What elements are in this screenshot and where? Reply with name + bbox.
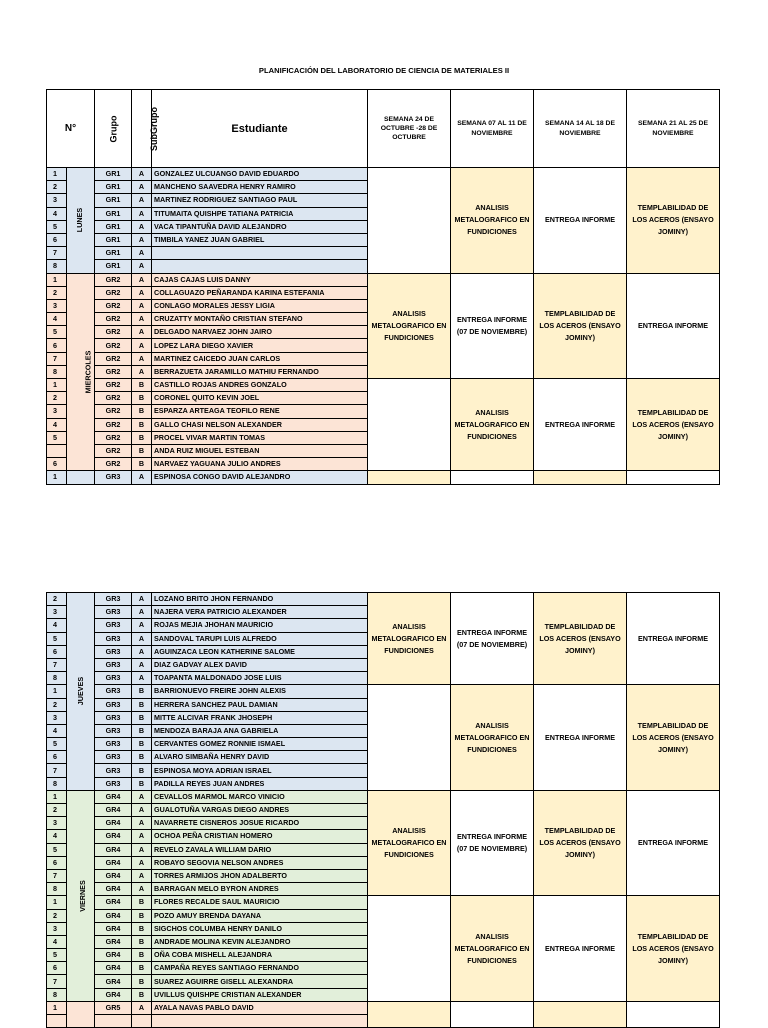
- subgroup-cell: A: [132, 181, 152, 194]
- week-activity-cell: TEMPLABILIDAD DE LOS ACEROS (ENSAYO JOMINY): [627, 168, 720, 274]
- week-activity-cell: ANALISIS METALOGRAFICO EN FUNDICIONES: [451, 685, 534, 791]
- student-name: [152, 247, 368, 260]
- student-name: PADILLA REYES JUAN ANDRES: [152, 777, 368, 790]
- subgroup-cell: A: [132, 658, 152, 671]
- subgroup-cell: B: [132, 909, 152, 922]
- subgroup-cell: A: [132, 632, 152, 645]
- row-number: 6: [47, 962, 67, 975]
- student-name: VACA TIPANTUÑA DAVID ALEJANDRO: [152, 220, 368, 233]
- row-number: 7: [47, 975, 67, 988]
- row-number: 1: [47, 1001, 67, 1014]
- week-activity-cell: TEMPLABILIDAD DE LOS ACEROS (ENSAYO JOMINY): [534, 593, 627, 685]
- row-number: 6: [47, 339, 67, 352]
- group-cell: GR2: [95, 339, 132, 352]
- row-number: 2: [47, 909, 67, 922]
- group-cell: GR4: [95, 817, 132, 830]
- student-name: BERRAZUETA JARAMILLO MATHIU FERNANDO: [152, 365, 368, 378]
- week-activity-cell: [368, 1001, 451, 1027]
- group-cell: GR2: [95, 431, 132, 444]
- group-cell: GR3: [95, 672, 132, 685]
- student-name: CRUZATTY MONTAÑO CRISTIAN STEFANO: [152, 313, 368, 326]
- group-cell: GR3: [95, 777, 132, 790]
- week-activity-cell: TEMPLABILIDAD DE LOS ACEROS (ENSAYO JOMINY): [534, 273, 627, 379]
- student-name: HERRERA SANCHEZ PAUL DAMIAN: [152, 698, 368, 711]
- row-number: 8: [47, 672, 67, 685]
- group-cell: GR3: [95, 724, 132, 737]
- group-cell: GR4: [95, 804, 132, 817]
- group-cell: GR4: [95, 830, 132, 843]
- subgroup-cell: B: [132, 935, 152, 948]
- student-name: AYALA NAVAS PABLO DAVID: [152, 1001, 368, 1014]
- day-label: MIERCOLES: [67, 273, 95, 471]
- subgroup-cell: A: [132, 856, 152, 869]
- row-number: 1: [47, 685, 67, 698]
- week-activity-cell: TEMPLABILIDAD DE LOS ACEROS (ENSAYO JOMINY): [627, 896, 720, 1002]
- subgroup-cell: B: [132, 962, 152, 975]
- group-cell: GR1: [95, 194, 132, 207]
- subgroup-cell: A: [132, 339, 152, 352]
- subgroup-cell: A: [132, 843, 152, 856]
- student-name: CONLAGO MORALES JESSY LIGIA: [152, 299, 368, 312]
- row-number: 6: [47, 856, 67, 869]
- student-name: CEVALLOS MARMOL MARCO VINICIO: [152, 790, 368, 803]
- group-cell: GR4: [95, 975, 132, 988]
- row-number: 4: [47, 830, 67, 843]
- group-cell: GR2: [95, 418, 132, 431]
- group-cell: GR4: [95, 962, 132, 975]
- student-name: MITTE ALCIVAR FRANK JHOSEPH: [152, 711, 368, 724]
- student-name: ROBAYO SEGOVIA NELSON ANDRES: [152, 856, 368, 869]
- row-number: 4: [47, 313, 67, 326]
- subgroup-cell: A: [132, 168, 152, 181]
- header-week-1: SEMANA 24 DE OCTUBRE -28 DE OCTUBRE: [368, 90, 451, 168]
- row-number: 4: [47, 724, 67, 737]
- subgroup-cell: A: [132, 194, 152, 207]
- subgroup-cell: B: [132, 949, 152, 962]
- row-number: [47, 1015, 67, 1028]
- row-number: 2: [47, 804, 67, 817]
- document-title: PLANIFICACIÓN DEL LABORATORIO DE CIENCIA DE MATERIALES II: [258, 66, 510, 75]
- week-activity-cell: [368, 471, 451, 484]
- table-row: [47, 896, 720, 909]
- student-name: TITUMAITA QUISHPE TATIANA PATRICIA: [152, 207, 368, 220]
- subgroup-cell: A: [132, 593, 152, 606]
- table-row: [47, 273, 720, 286]
- subgroup-cell: A: [132, 207, 152, 220]
- row-number: 6: [47, 751, 67, 764]
- student-name: TIMBILA YANEZ JUAN GABRIEL: [152, 233, 368, 246]
- student-name: MANCHENO SAAVEDRA HENRY RAMIRO: [152, 181, 368, 194]
- subgroup-cell: B: [132, 751, 152, 764]
- row-number: 8: [47, 883, 67, 896]
- subgroup-cell: B: [132, 988, 152, 1001]
- day-label: LUNES: [67, 168, 95, 274]
- subgroup-cell: B: [132, 392, 152, 405]
- row-number: [47, 444, 67, 457]
- group-cell: GR1: [95, 220, 132, 233]
- student-name: COLLAGUAZO PEÑARANDA KARINA ESTEFANIA: [152, 286, 368, 299]
- student-name: ESPINOSA MOYA ADRIAN ISRAEL: [152, 764, 368, 777]
- group-cell: GR3: [95, 606, 132, 619]
- row-number: 8: [47, 260, 67, 273]
- week-activity-cell: [368, 379, 451, 471]
- row-number: 3: [47, 299, 67, 312]
- subgroup-cell: A: [132, 869, 152, 882]
- student-name: POZO AMUY BRENDA DAYANA: [152, 909, 368, 922]
- week-activity-cell: [627, 471, 720, 484]
- subgroup-cell: B: [132, 777, 152, 790]
- subgroup-cell: A: [132, 313, 152, 326]
- row-number: 5: [47, 843, 67, 856]
- group-cell: GR1: [95, 233, 132, 246]
- row-number: 4: [47, 935, 67, 948]
- group-cell: GR2: [95, 273, 132, 286]
- table-row: [47, 379, 720, 392]
- student-name: NARVAEZ YAGUANA JULIO ANDRES: [152, 458, 368, 471]
- subgroup-cell: A: [132, 619, 152, 632]
- group-cell: GR2: [95, 458, 132, 471]
- student-name: TORRES ARMIJOS JHON ADALBERTO: [152, 869, 368, 882]
- row-number: 2: [47, 392, 67, 405]
- group-cell: GR1: [95, 181, 132, 194]
- table-row: [47, 1001, 720, 1014]
- student-name: NAJERA VERA PATRICIO ALEXANDER: [152, 606, 368, 619]
- week-activity-cell: ANALISIS METALOGRAFICO EN FUNDICIONES: [368, 273, 451, 379]
- row-number: 1: [47, 273, 67, 286]
- row-number: 5: [47, 326, 67, 339]
- row-number: 2: [47, 593, 67, 606]
- row-number: 1: [47, 896, 67, 909]
- student-name: OÑA COBA MISHELL ALEJANDRA: [152, 949, 368, 962]
- row-number: 6: [47, 233, 67, 246]
- group-cell: GR4: [95, 790, 132, 803]
- row-number: 6: [47, 645, 67, 658]
- subgroup-cell: A: [132, 1001, 152, 1014]
- student-name: LOZANO BRITO JHON FERNANDO: [152, 593, 368, 606]
- student-name: [152, 260, 368, 273]
- week-activity-cell: ANALISIS METALOGRAFICO EN FUNDICIONES: [451, 379, 534, 471]
- student-name: FLORES RECALDE SAUL MAURICIO: [152, 896, 368, 909]
- student-name: CERVANTES GOMEZ RONNIE ISMAEL: [152, 738, 368, 751]
- student-name: CAJAS CAJAS LUIS DANNY: [152, 273, 368, 286]
- week-activity-cell: [451, 471, 534, 484]
- subgroup-cell: B: [132, 444, 152, 457]
- table-row: [47, 790, 720, 803]
- row-number: 8: [47, 988, 67, 1001]
- week-activity-cell: ENTREGA INFORME: [534, 685, 627, 791]
- student-name: CASTILLO ROJAS ANDRES GONZALO: [152, 379, 368, 392]
- row-number: 3: [47, 711, 67, 724]
- subgroup-cell: B: [132, 764, 152, 777]
- group-cell: GR4: [95, 883, 132, 896]
- row-number: 4: [47, 418, 67, 431]
- row-number: 5: [47, 220, 67, 233]
- group-cell: GR3: [95, 632, 132, 645]
- subgroup-cell: A: [132, 220, 152, 233]
- day-label: [67, 1001, 95, 1027]
- group-cell: GR4: [95, 909, 132, 922]
- week-activity-cell: TEMPLABILIDAD DE LOS ACEROS (ENSAYO JOMINY): [627, 685, 720, 791]
- subgroup-cell: A: [132, 326, 152, 339]
- row-number: 4: [47, 619, 67, 632]
- student-name: ANDRADE MOLINA KEVIN ALEJANDRO: [152, 935, 368, 948]
- student-name: GUALOTUÑA VARGAS DIEGO ANDRES: [152, 804, 368, 817]
- row-number: 3: [47, 606, 67, 619]
- row-number: 7: [47, 247, 67, 260]
- subgroup-cell: B: [132, 711, 152, 724]
- group-cell: GR3: [95, 751, 132, 764]
- group-cell: GR1: [95, 168, 132, 181]
- subgroup-cell: A: [132, 830, 152, 843]
- row-number: 4: [47, 207, 67, 220]
- header-week-3: SEMANA 14 AL 18 DE NOVIEMBRE: [534, 90, 627, 168]
- header-subgrupo: SubGrupo: [132, 90, 152, 168]
- student-name: NAVARRETE CISNEROS JOSUE RICARDO: [152, 817, 368, 830]
- subgroup-cell: B: [132, 405, 152, 418]
- student-name: SUAREZ AGUIRRE GISELL ALEXANDRA: [152, 975, 368, 988]
- week-activity-cell: ENTREGA INFORME: [627, 273, 720, 379]
- subgroup-cell: B: [132, 418, 152, 431]
- group-cell: GR2: [95, 444, 132, 457]
- group-cell: GR2: [95, 352, 132, 365]
- header-week-4: SEMANA 21 AL 25 DE NOVIEMBRE: [627, 90, 720, 168]
- student-name: SANDOVAL TARUPI LUIS ALFREDO: [152, 632, 368, 645]
- week-activity-cell: ENTREGA INFORME: [627, 593, 720, 685]
- group-cell: GR4: [95, 949, 132, 962]
- row-number: 1: [47, 168, 67, 181]
- week-activity-cell: ENTREGA INFORME (07 DE NOVIEMBRE): [451, 593, 534, 685]
- student-name: REVELO ZAVALA WILLIAM DARIO: [152, 843, 368, 856]
- week-activity-cell: [368, 168, 451, 274]
- row-number: 1: [47, 471, 67, 484]
- week-activity-cell: ANALISIS METALOGRAFICO EN FUNDICIONES: [451, 168, 534, 274]
- group-cell: GR1: [95, 247, 132, 260]
- subgroup-cell: [132, 1015, 152, 1028]
- group-cell: GR1: [95, 207, 132, 220]
- group-cell: GR3: [95, 471, 132, 484]
- group-cell: GR1: [95, 260, 132, 273]
- group-cell: GR3: [95, 645, 132, 658]
- group-cell: GR4: [95, 869, 132, 882]
- row-number: 7: [47, 658, 67, 671]
- student-name: OCHOA PEÑA CRISTIAN HOMERO: [152, 830, 368, 843]
- subgroup-cell: A: [132, 606, 152, 619]
- group-cell: GR4: [95, 856, 132, 869]
- week-activity-cell: TEMPLABILIDAD DE LOS ACEROS (ENSAYO JOMINY): [534, 790, 627, 896]
- group-cell: GR2: [95, 392, 132, 405]
- day-label: VIERNES: [67, 790, 95, 1001]
- student-name: ANDA RUIZ MIGUEL ESTEBAN: [152, 444, 368, 457]
- subgroup-cell: A: [132, 299, 152, 312]
- row-number: 8: [47, 365, 67, 378]
- student-name: MENDOZA BARAJA ANA GABRIELA: [152, 724, 368, 737]
- subgroup-cell: B: [132, 379, 152, 392]
- student-name: TOAPANTA MALDONADO JOSE LUIS: [152, 672, 368, 685]
- row-number: 7: [47, 764, 67, 777]
- subgroup-cell: A: [132, 365, 152, 378]
- subgroup-cell: B: [132, 698, 152, 711]
- row-number: 5: [47, 738, 67, 751]
- table-row: [47, 471, 720, 484]
- group-cell: GR4: [95, 896, 132, 909]
- week-activity-cell: ANALISIS METALOGRAFICO EN FUNDICIONES: [451, 896, 534, 1002]
- group-cell: GR2: [95, 365, 132, 378]
- day-label: [67, 471, 95, 484]
- schedule-table-page-1: [46, 89, 720, 485]
- table-row: [47, 168, 720, 181]
- row-number: 6: [47, 458, 67, 471]
- week-activity-cell: ENTREGA INFORME: [534, 379, 627, 471]
- header-grupo: Grupo: [95, 90, 132, 168]
- group-cell: GR3: [95, 593, 132, 606]
- student-name: ROJAS MEJIA JHOHAN MAURICIO: [152, 619, 368, 632]
- group-cell: GR2: [95, 299, 132, 312]
- subgroup-cell: A: [132, 645, 152, 658]
- student-name: CORONEL QUITO KEVIN JOEL: [152, 392, 368, 405]
- week-activity-cell: [534, 1001, 627, 1027]
- student-name: BARRAGAN MELO BYRON ANDRES: [152, 883, 368, 896]
- group-cell: GR2: [95, 326, 132, 339]
- group-cell: GR3: [95, 685, 132, 698]
- row-number: 8: [47, 777, 67, 790]
- group-cell: GR4: [95, 988, 132, 1001]
- subgroup-cell: A: [132, 883, 152, 896]
- student-name: LOPEZ LARA DIEGO XAVIER: [152, 339, 368, 352]
- week-activity-cell: ENTREGA INFORME: [627, 790, 720, 896]
- table-row: [47, 685, 720, 698]
- week-activity-cell: [368, 685, 451, 791]
- week-activity-cell: [534, 471, 627, 484]
- student-name: ALVARO SIMBAÑA HENRY DAVID: [152, 751, 368, 764]
- row-number: 3: [47, 922, 67, 935]
- week-activity-cell: ENTREGA INFORME (07 DE NOVIEMBRE): [451, 273, 534, 379]
- header-number: N°: [47, 90, 95, 168]
- table-row: [47, 593, 720, 606]
- student-name: DELGADO NARVAEZ JOHN JAIRO: [152, 326, 368, 339]
- day-label: JUEVES: [67, 593, 95, 791]
- subgroup-cell: A: [132, 352, 152, 365]
- group-cell: GR2: [95, 286, 132, 299]
- row-number: 5: [47, 949, 67, 962]
- subgroup-cell: A: [132, 804, 152, 817]
- student-name: ESPINOSA CONGO DAVID ALEJANDRO: [152, 471, 368, 484]
- group-cell: GR4: [95, 935, 132, 948]
- student-name: ESPARZA ARTEAGA TEOFILO RENE: [152, 405, 368, 418]
- subgroup-cell: A: [132, 817, 152, 830]
- group-cell: GR3: [95, 619, 132, 632]
- row-number: 3: [47, 817, 67, 830]
- group-cell: GR5: [95, 1001, 132, 1014]
- student-name: SIGCHOS COLUMBA HENRY DANILO: [152, 922, 368, 935]
- row-number: 7: [47, 352, 67, 365]
- subgroup-cell: A: [132, 286, 152, 299]
- week-activity-cell: [451, 1001, 534, 1027]
- row-number: 5: [47, 431, 67, 444]
- week-activity-cell: ENTREGA INFORME (07 DE NOVIEMBRE): [451, 790, 534, 896]
- subgroup-cell: A: [132, 790, 152, 803]
- group-cell: GR2: [95, 313, 132, 326]
- subgroup-cell: B: [132, 458, 152, 471]
- student-name: BARRIONUEVO FREIRE JOHN ALEXIS: [152, 685, 368, 698]
- subgroup-cell: B: [132, 431, 152, 444]
- row-number: 1: [47, 790, 67, 803]
- row-number: 3: [47, 194, 67, 207]
- student-name: GALLO CHASI NELSON ALEXANDER: [152, 418, 368, 431]
- week-activity-cell: ANALISIS METALOGRAFICO EN FUNDICIONES: [368, 790, 451, 896]
- group-cell: GR3: [95, 698, 132, 711]
- student-name: AGUINZACA LEON KATHERINE SALOME: [152, 645, 368, 658]
- group-cell: [95, 1015, 132, 1028]
- group-cell: GR4: [95, 843, 132, 856]
- subgroup-cell: B: [132, 896, 152, 909]
- student-name: PROCEL VIVAR MARTIN TOMAS: [152, 431, 368, 444]
- group-cell: GR2: [95, 405, 132, 418]
- group-cell: GR2: [95, 379, 132, 392]
- row-number: 1: [47, 379, 67, 392]
- subgroup-cell: A: [132, 247, 152, 260]
- student-name: CAMPAÑA REYES SANTIAGO FERNANDO: [152, 962, 368, 975]
- header-week-2: SEMANA 07 AL 11 DE NOVIEMBRE: [451, 90, 534, 168]
- week-activity-cell: ENTREGA INFORME: [534, 896, 627, 1002]
- week-activity-cell: [627, 1001, 720, 1027]
- group-cell: GR3: [95, 738, 132, 751]
- student-name: UVILLUS QUISHPE CRISTIAN ALEXANDER: [152, 988, 368, 1001]
- week-activity-cell: ANALISIS METALOGRAFICO EN FUNDICIONES: [368, 593, 451, 685]
- schedule-table-page-2: [46, 592, 720, 1028]
- row-number: 2: [47, 698, 67, 711]
- student-name: MARTINEZ RODRIGUEZ SANTIAGO PAUL: [152, 194, 368, 207]
- student-name: DIAZ GADVAY ALEX DAVID: [152, 658, 368, 671]
- subgroup-cell: B: [132, 685, 152, 698]
- subgroup-cell: A: [132, 233, 152, 246]
- group-cell: GR3: [95, 658, 132, 671]
- group-cell: GR3: [95, 711, 132, 724]
- subgroup-cell: A: [132, 260, 152, 273]
- subgroup-cell: A: [132, 273, 152, 286]
- subgroup-cell: A: [132, 471, 152, 484]
- header-estudiante: Estudiante: [152, 90, 368, 168]
- student-name: [152, 1015, 368, 1028]
- subgroup-cell: B: [132, 975, 152, 988]
- subgroup-cell: B: [132, 922, 152, 935]
- group-cell: GR4: [95, 922, 132, 935]
- week-activity-cell: TEMPLABILIDAD DE LOS ACEROS (ENSAYO JOMINY): [627, 379, 720, 471]
- row-number: 3: [47, 405, 67, 418]
- subgroup-cell: B: [132, 724, 152, 737]
- subgroup-cell: A: [132, 672, 152, 685]
- row-number: 7: [47, 869, 67, 882]
- student-name: GONZALEZ ULCUANGO DAVID EDUARDO: [152, 168, 368, 181]
- group-cell: GR3: [95, 764, 132, 777]
- row-number: 2: [47, 286, 67, 299]
- row-number: 2: [47, 181, 67, 194]
- student-name: MARTINEZ CAICEDO JUAN CARLOS: [152, 352, 368, 365]
- week-activity-cell: ENTREGA INFORME: [534, 168, 627, 274]
- week-activity-cell: [368, 896, 451, 1002]
- row-number: 5: [47, 632, 67, 645]
- subgroup-cell: B: [132, 738, 152, 751]
